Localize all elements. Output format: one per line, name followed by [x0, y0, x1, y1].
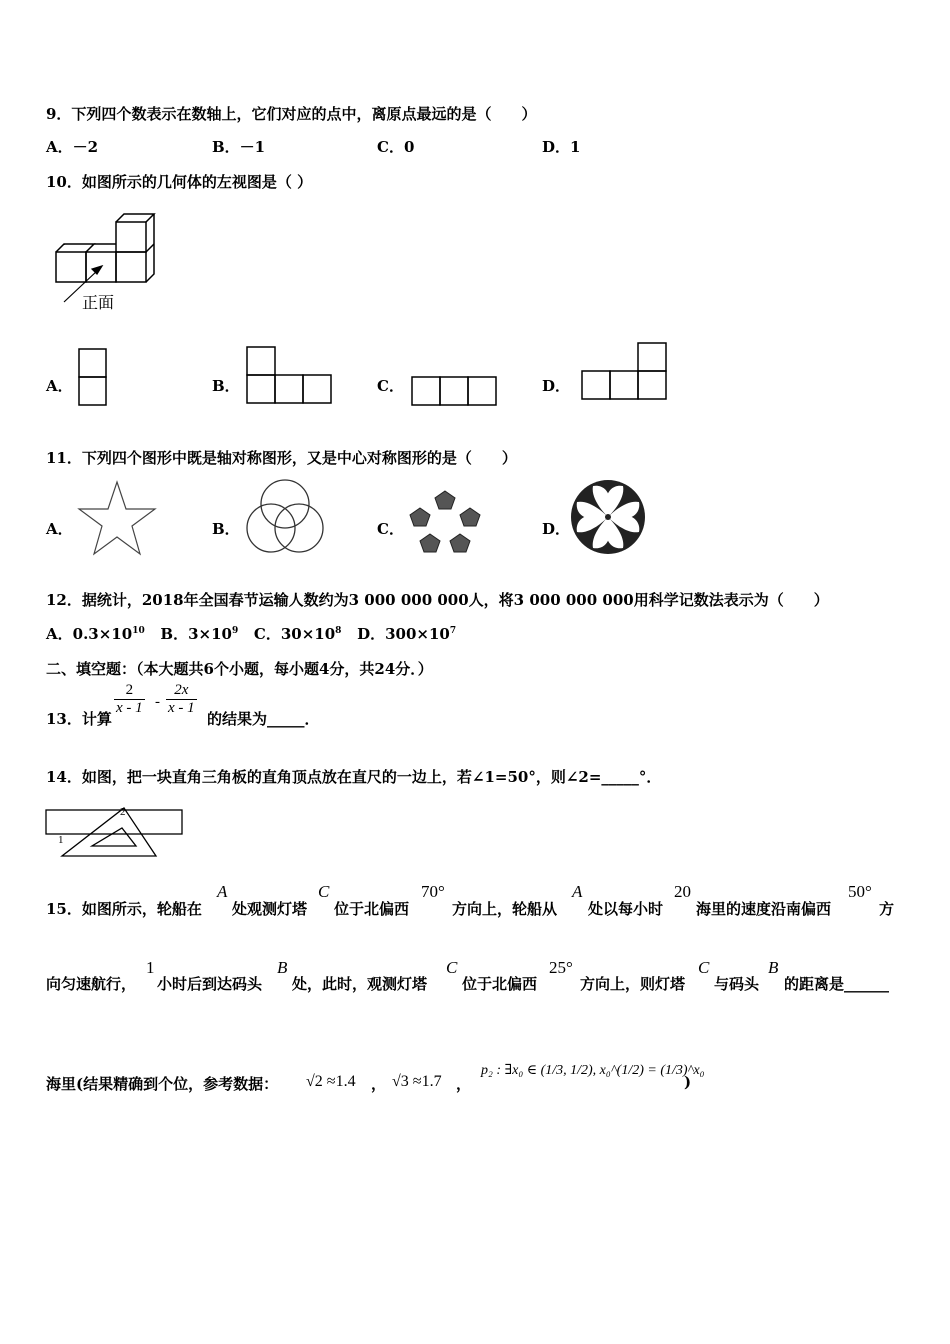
q11-option-c: C．: [377, 520, 404, 538]
q15-hours-1: 1: [146, 958, 155, 977]
q13-minus: -: [155, 694, 160, 710]
q14-stem: 14．如图，把一块直角三角板的直角顶点放在直尺的一边上，若∠1=50°，则∠2=_____°．: [46, 768, 662, 786]
q15-point-b-1: B: [277, 958, 288, 977]
q10-option-b: B．: [212, 377, 240, 395]
q15-line2-e: 方向上，则灯塔: [580, 975, 686, 993]
q15-line2-b: 小时后到达码头: [157, 975, 263, 993]
q12-option-a: A．0.3×10: [46, 625, 133, 643]
q13-suffix: 的结果为_____．: [207, 710, 320, 728]
q14-angle-2-label: 2: [120, 806, 126, 818]
q10-option-a-figure: [78, 348, 108, 408]
q15-point-c-2: C: [446, 958, 458, 977]
q15-sep: ，: [371, 1075, 387, 1093]
q15-line1-c: 位于北偏西: [334, 900, 410, 918]
q15-point-a-1: A: [217, 882, 228, 901]
q11-stem: 11．下列四个图形中既是轴对称图形，又是中心对称图形的是（ ）: [46, 449, 517, 467]
section2-title: 二、填空题：（本大题共6个小题，每小题4分，共24分．）: [46, 660, 433, 678]
q15-line1-g: 方: [879, 900, 895, 918]
q11-option-b: B．: [212, 520, 240, 538]
q15-point-a-2: A: [572, 882, 583, 901]
q10-option-d: D．: [542, 377, 571, 395]
q15-angle-50: 50°: [848, 882, 872, 901]
q15-point-c-1: C: [318, 882, 330, 901]
q15-line1-f: 海里的速度沿南偏西: [696, 900, 832, 918]
q15-line2-c: 处，此时，观测灯塔: [292, 975, 428, 993]
q9-option-a: A．－2: [46, 138, 99, 156]
q15-sqrt3: √3 ≈1.7: [392, 1073, 442, 1090]
q13-frac1-num: 2: [125, 682, 134, 698]
q15-line1-a: 15．如图所示，轮船在: [46, 900, 202, 918]
q15-line2-d: 位于北偏西: [462, 975, 538, 993]
q15-line2-f: 与码头: [714, 975, 760, 993]
q9-option-c: C．0: [377, 138, 415, 156]
q9-option-b: B．－1: [212, 138, 266, 156]
q12-option-c-exponent: 8: [335, 626, 342, 636]
q12-option-c: C．30×10: [253, 625, 336, 643]
q10-option-c-figure: [411, 376, 501, 408]
q12-option-b-exponent: 9: [231, 626, 239, 636]
q11-option-a: A．: [46, 520, 73, 538]
q15-speed-20: 20: [674, 882, 691, 901]
q10-stem: 10．如图所示的几何体的左视图是（ ）: [46, 173, 313, 191]
q12-options: [46, 623, 456, 644]
q15-sqrt2: √2 ≈1.4: [306, 1073, 356, 1090]
q11-pentagons-figure: [408, 490, 484, 558]
q10-option-d-figure: [581, 342, 671, 402]
q15-line1-d: 方向上，轮船从: [452, 900, 558, 918]
q15-sep2: ，: [456, 1075, 472, 1093]
q15-angle-70: 70°: [421, 882, 445, 901]
q14-ruler-triangle-figure: [44, 806, 184, 864]
q13-fraction-2: [166, 682, 197, 717]
q15-line1-b: 处观测灯塔: [232, 900, 308, 918]
q15-point-b-2: B: [768, 958, 779, 977]
q11-three-circles-figure: [238, 476, 333, 558]
q15-line1-e: 处以每小时: [588, 900, 664, 918]
q15-formula: p₂ : ∃x₀ ∈ (1/3, 1/2), x₀^(1/2) = (1/3)^x₀: [481, 1063, 705, 1078]
q15-line2-a: 向匀速航行，: [46, 975, 137, 993]
q12-option-b: B．3×10: [160, 625, 232, 643]
q13-prefix: 13．计算: [46, 710, 112, 728]
q15-close: ): [684, 1073, 692, 1091]
q15-line3-prefix: 海里(结果精确到个位，参考数据：: [46, 1075, 279, 1093]
q11-circle-petals-figure: [569, 478, 651, 560]
q15-angle-25: 25°: [549, 958, 573, 977]
q12-option-d: D．300×10: [357, 625, 450, 643]
q9-stem: 9．下列四个数表示在数轴上，它们对应的点中，离原点最远的是（ ）: [46, 105, 537, 123]
q10-option-c: C．: [377, 377, 404, 395]
q15-line2-g: 的距离是______: [784, 975, 890, 993]
q13-fraction-1: [114, 682, 145, 717]
q12-stem: 12．据统计，2018年全国春节运输人数约为3 000 000 000人，将3 000 000 000用科学记数法表示为（ ）: [46, 591, 829, 609]
q13-frac2-den: x - 1: [168, 700, 195, 716]
q13-frac2-num: 2x: [174, 682, 189, 698]
q9-option-d: D．1: [542, 138, 581, 156]
q11-star-figure: [75, 478, 160, 558]
q15-point-c-3: C: [698, 958, 710, 977]
q10-option-b-figure: [246, 346, 334, 406]
q13-frac1-den: x - 1: [116, 700, 143, 716]
q11-option-d: D．: [542, 520, 571, 538]
q10-option-a: A．: [46, 377, 73, 395]
q12-option-d-exponent: 7: [449, 626, 457, 636]
q12-option-a-exponent: 10: [132, 626, 145, 636]
q10-figure-label: 正面: [82, 293, 115, 312]
q14-angle-1-label: 1: [58, 834, 64, 846]
